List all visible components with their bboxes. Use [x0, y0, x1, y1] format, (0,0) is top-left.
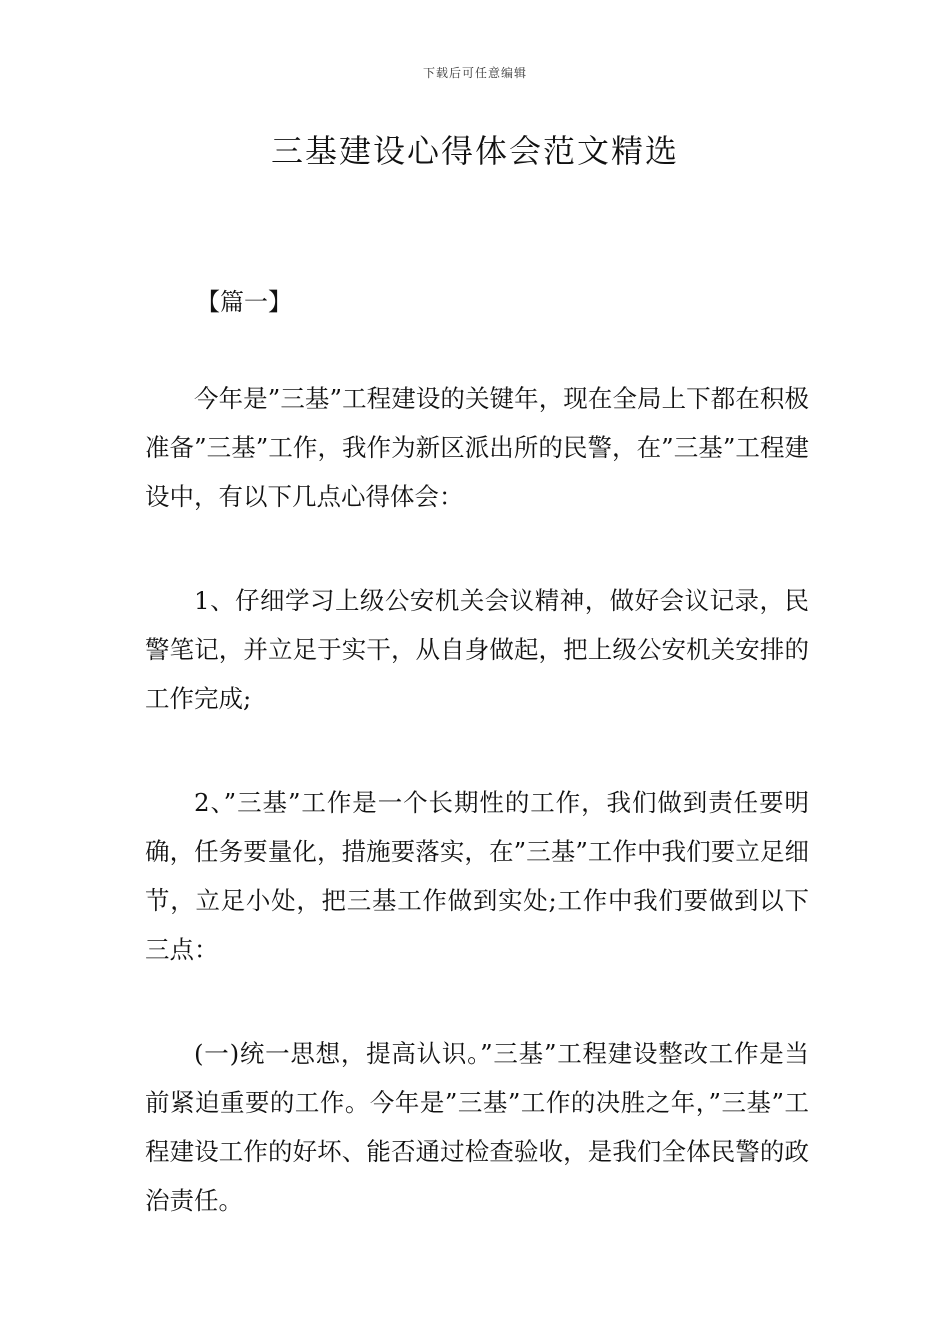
- document-body: [145, 374, 809, 1280]
- document-title: 三基建设心得体会范文精选: [270, 132, 679, 170]
- paragraph-intro: 今年是”三基”工程建设的关键年，现在全局上下都在积极准备”三基”工作，我作为新区派出所的民警，在”三基”工程建设中，有以下几点心得体会：: [145, 384, 809, 511]
- paragraph-point-2: 2、”三基”工作是一个长期性的工作，我们做到责任要明确，任务要量化，措施要落实，在”三基”工作中我们要立足细节，立足小处，把三基工作做到实处;工作中我们要做到以下三点：: [145, 788, 809, 964]
- header-note: 下载后可任意编辑: [422, 66, 527, 80]
- section-label: 【篇一】: [196, 288, 292, 316]
- paragraph-subpoint-1: (一)统一思想，提高认识。”三基”工程建设整改工作是当前紧迫重要的工作。今年是”三基”工作的决胜之年，”三基”工程建设工作的好坏、能否通过检查验收，是我们全体民警的政治责任。: [145, 1039, 809, 1215]
- paragraph-point-1: 1、仔细学习上级公安机关会议精神，做好会议记录，民警笔记，并立足于实干，从自身做起，把上级公安机关安排的工作完成;: [145, 586, 809, 713]
